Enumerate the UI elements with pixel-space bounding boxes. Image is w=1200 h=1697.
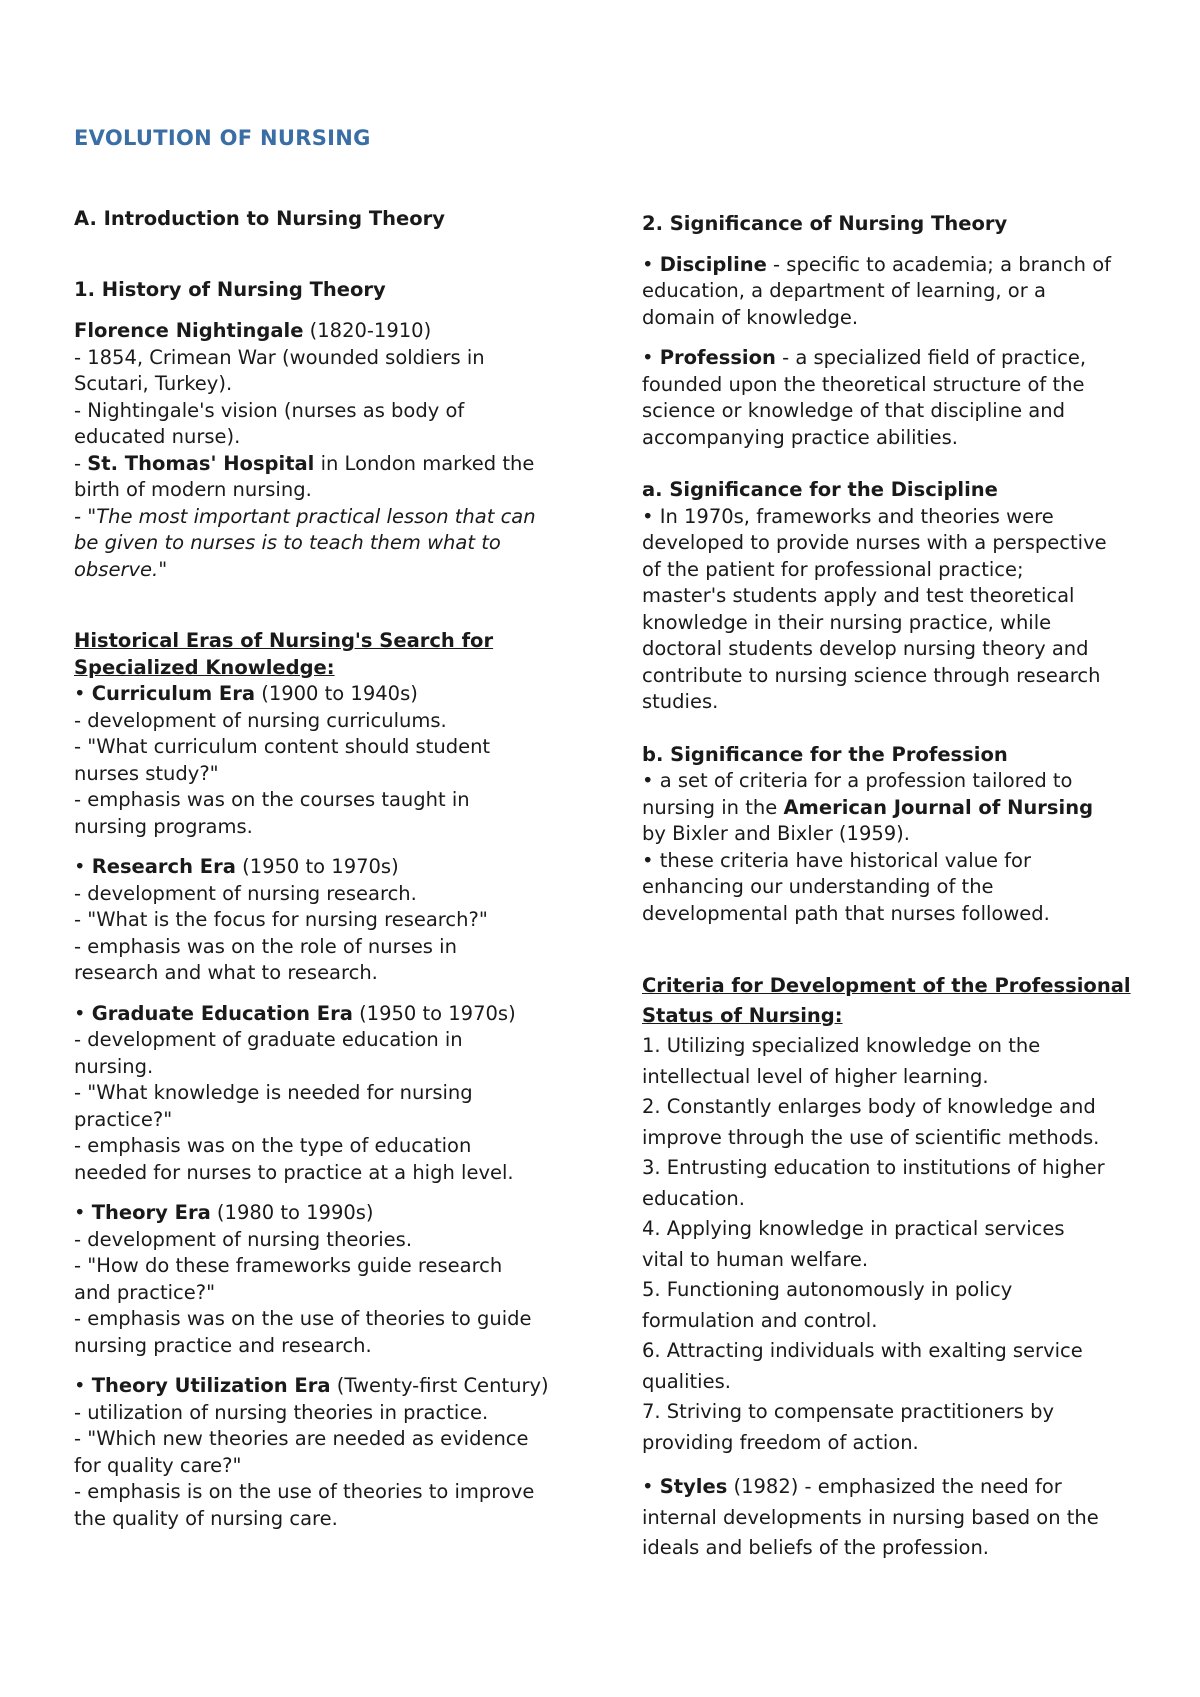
discipline-block bbox=[642, 252, 1152, 332]
bullet: • bbox=[74, 1201, 92, 1224]
sig-discipline-lines bbox=[642, 504, 1152, 716]
discipline-line bbox=[642, 252, 1152, 279]
era-name: Curriculum Era bbox=[91, 682, 256, 705]
era-line: the quality of nursing care. bbox=[74, 1506, 338, 1530]
sig-profession-block bbox=[642, 742, 1152, 928]
era-block bbox=[74, 854, 574, 987]
criteria-heading: Status of Nursing: bbox=[642, 1004, 843, 1027]
ajn-title: American Journal of Nursing bbox=[783, 795, 1094, 819]
profession-block bbox=[642, 345, 1152, 451]
era-line: - development of nursing theories. bbox=[74, 1227, 413, 1251]
sig-discipline-line: contribute to nursing science through research bbox=[642, 663, 1101, 687]
era-line: - emphasis was on the courses taught in bbox=[74, 788, 470, 811]
criteria-item-line: intellectual level of higher learning. bbox=[642, 1064, 989, 1088]
profession-line: accompanying practice abilities. bbox=[642, 425, 958, 449]
bullet: • bbox=[74, 682, 92, 705]
criteria-item-line: vital to human welfare. bbox=[642, 1247, 869, 1271]
era-line: - emphasis is on the use of theories to improve bbox=[74, 1480, 535, 1503]
eras-list bbox=[74, 681, 574, 1532]
sig-discipline-line: knowledge in their nursing practice, while bbox=[642, 610, 1052, 634]
sig-discipline-line: • In 1970s, frameworks and theories were bbox=[642, 504, 1054, 528]
era-line: - utilization of nursing theories in practice. bbox=[74, 1400, 489, 1424]
era-heading-line bbox=[74, 1373, 574, 1400]
nightingale-line: - Nightingale's vision (nurses as body of bbox=[74, 398, 465, 422]
era-line: needed for nurses to practice at a high level. bbox=[74, 1160, 514, 1184]
nightingale-line: educated nurse). bbox=[74, 425, 241, 448]
nightingale-block bbox=[74, 318, 574, 583]
nightingale-quote: - "The most important practical lesson that can bbox=[74, 504, 536, 528]
criteria-item-line: 3. Entrusting education to institutions of higher bbox=[642, 1156, 1105, 1179]
era-line: - development of graduate education in bbox=[74, 1028, 463, 1051]
era-line: - development of nursing curriculums. bbox=[74, 708, 447, 732]
st-thomas-rest: in London marked the bbox=[314, 451, 535, 475]
era-line: - "What curriculum content should student bbox=[74, 735, 491, 758]
era-years: (1950 to 1970s) bbox=[352, 1001, 516, 1025]
era-line: for quality care?" bbox=[74, 1453, 242, 1477]
nightingale-line: Scutari, Turkey). bbox=[74, 372, 233, 395]
era-line: nursing practice and research. bbox=[74, 1333, 372, 1357]
discipline-term: Discipline bbox=[659, 252, 767, 276]
section-a-heading: A. Introduction to Nursing Theory bbox=[74, 207, 445, 230]
st-thomas-hospital: St. Thomas' Hospital bbox=[87, 451, 315, 475]
era-line: - emphasis was on the role of nurses in bbox=[74, 934, 457, 958]
era-block bbox=[74, 681, 574, 840]
criteria-item-line: qualities. bbox=[642, 1369, 731, 1393]
sig-discipline-line: doctoral students develop nursing theory and bbox=[642, 637, 1089, 660]
sig-discipline-line: of the patient for professional practice; bbox=[642, 557, 1024, 581]
era-years: (Twenty-first Century) bbox=[330, 1374, 549, 1397]
era-heading-line bbox=[74, 854, 574, 881]
styles-line bbox=[642, 1472, 1152, 1503]
era-years: (1980 to 1990s) bbox=[210, 1201, 374, 1224]
era-heading-line bbox=[74, 681, 574, 708]
discipline-text: - specific to academia; a branch of bbox=[766, 252, 1111, 276]
criteria-list bbox=[642, 1031, 1152, 1458]
styles-name: Styles bbox=[659, 1475, 728, 1498]
criteria-heading: Criteria for Development of the Professional bbox=[642, 974, 1131, 997]
nightingale-line: birth of modern nursing. bbox=[74, 478, 312, 501]
era-years: (1900 to 1940s) bbox=[255, 682, 418, 705]
era-line: - development of nursing research. bbox=[74, 881, 417, 905]
era-line: - "How do these frameworks guide research bbox=[74, 1254, 503, 1277]
nightingale-years: (1820-1910) bbox=[303, 319, 432, 342]
era-block bbox=[74, 1373, 574, 1532]
criteria-item-line: 2. Constantly enlarges body of knowledge and bbox=[642, 1095, 1096, 1118]
era-line: - "What knowledge is needed for nursing bbox=[74, 1081, 473, 1104]
profession-line: founded upon the theoretical structure of the bbox=[642, 372, 1085, 396]
era-line: - emphasis was on the use of theories to guide bbox=[74, 1307, 532, 1330]
era-line: nursing. bbox=[74, 1054, 154, 1078]
era-name: Theory Era bbox=[91, 1201, 211, 1224]
era-heading-line bbox=[74, 1200, 574, 1227]
era-line: nurses study?" bbox=[74, 761, 219, 785]
criteria-item-line: 7. Striving to compensate practitioners by bbox=[642, 1400, 1055, 1423]
criteria-item-line: 4. Applying knowledge in practical services bbox=[642, 1217, 1065, 1240]
era-block bbox=[74, 1200, 574, 1359]
nightingale-name-line bbox=[74, 318, 574, 345]
styles-line: ideals and beliefs of the profession. bbox=[642, 1536, 990, 1559]
discipline-line: education, a department of learning, or a bbox=[642, 279, 1046, 302]
era-line: practice?" bbox=[74, 1107, 173, 1131]
bullet: • bbox=[74, 1374, 92, 1397]
bullet: • bbox=[74, 855, 92, 878]
profession-line: science or knowledge of that discipline and bbox=[642, 399, 1065, 422]
profession-line bbox=[642, 345, 1152, 372]
document-title: EVOLUTION OF NURSING bbox=[74, 126, 371, 150]
era-name: Graduate Education Era bbox=[91, 1001, 353, 1025]
criteria-item-line: education. bbox=[642, 1186, 745, 1210]
era-line: research and what to research. bbox=[74, 961, 378, 984]
sig-profession-heading: b. Significance for the Profession bbox=[642, 742, 1008, 766]
sig-discipline-heading: a. Significance for the Discipline bbox=[642, 478, 998, 501]
sig-profession-line bbox=[642, 795, 1152, 822]
era-line: and practice?" bbox=[74, 1280, 216, 1304]
sig-profession-line: developmental path that nurses followed. bbox=[642, 901, 1050, 925]
profession-text: - a specialized field of practice, bbox=[775, 346, 1087, 369]
criteria-item-line: 1. Utilizing specialized knowledge on the bbox=[642, 1034, 1041, 1057]
right-column bbox=[642, 211, 1152, 1564]
sig-profession-line: by Bixler and Bixler (1959). bbox=[642, 822, 910, 845]
era-line: - emphasis was on the type of education bbox=[74, 1134, 472, 1157]
profession-term: Profession bbox=[659, 346, 776, 369]
criteria-item-line: providing freedom of action. bbox=[642, 1430, 919, 1454]
styles-line: internal developments in nursing based on the bbox=[642, 1505, 1099, 1529]
era-line: - "Which new theories are needed as evidence bbox=[74, 1427, 529, 1450]
criteria-item-line: 6. Attracting individuals with exalting service bbox=[642, 1339, 1083, 1362]
sig-profession-line: • these criteria have historical value for bbox=[642, 848, 1031, 872]
era-heading-line bbox=[74, 1001, 574, 1028]
sig-profession-line: enhancing our understanding of the bbox=[642, 875, 994, 898]
sig-discipline-line: studies. bbox=[642, 690, 719, 713]
history-heading: 1. History of Nursing Theory bbox=[74, 277, 386, 301]
era-line: - "What is the focus for nursing research?" bbox=[74, 908, 488, 931]
left-column bbox=[74, 206, 574, 1546]
nightingale-quote: be given to nurses is to teach them what to bbox=[74, 531, 501, 554]
era-block bbox=[74, 1001, 574, 1187]
bullet: • bbox=[642, 1475, 660, 1498]
era-name: Theory Utilization Era bbox=[91, 1374, 331, 1397]
nightingale-line: - 1854, Crimean War (wounded soldiers in bbox=[74, 345, 485, 369]
sig-discipline-block bbox=[642, 477, 1152, 716]
bullet: • bbox=[642, 252, 660, 276]
dash: - bbox=[74, 451, 88, 475]
bullet: • bbox=[74, 1001, 92, 1025]
st-thomas-line bbox=[74, 451, 574, 478]
era-line: nursing programs. bbox=[74, 814, 253, 838]
significance-heading: 2. Significance of Nursing Theory bbox=[642, 212, 1008, 235]
sig-discipline-line: master's students apply and test theoretical bbox=[642, 584, 1075, 607]
styles-text: (1982) - emphasized the need for bbox=[727, 1475, 1062, 1498]
era-name: Research Era bbox=[91, 855, 236, 878]
criteria-item-line: improve through the use of scientific methods. bbox=[642, 1125, 1100, 1149]
sig-profession-line: • a set of criteria for a profession tailored to bbox=[642, 769, 1073, 792]
styles-block bbox=[642, 1472, 1152, 1564]
discipline-line: domain of knowledge. bbox=[642, 305, 859, 329]
criteria-item-line: formulation and control. bbox=[642, 1308, 878, 1332]
ajn-prefix: nursing in the bbox=[642, 795, 784, 819]
criteria-item-line: 5. Functioning autonomously in policy bbox=[642, 1278, 1013, 1301]
nightingale-name: Florence Nightingale bbox=[74, 319, 304, 342]
sig-discipline-line: developed to provide nurses with a perspective bbox=[642, 531, 1107, 554]
eras-heading: Specialized Knowledge: bbox=[74, 655, 335, 679]
nightingale-quote: observe." bbox=[74, 557, 168, 581]
bullet: • bbox=[642, 346, 660, 369]
eras-heading: Historical Eras of Nursing's Search for bbox=[74, 629, 494, 652]
era-years: (1950 to 1970s) bbox=[235, 855, 399, 878]
